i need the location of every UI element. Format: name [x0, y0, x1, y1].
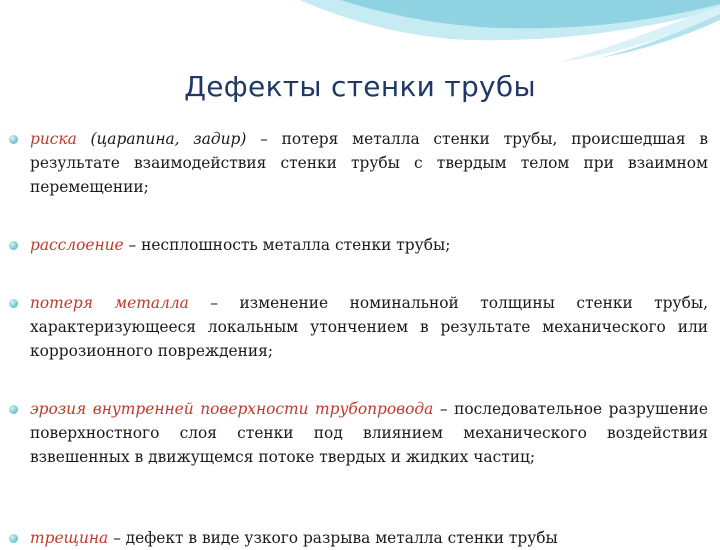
- bullet-icon: [9, 299, 18, 308]
- bullet-icon: [9, 135, 18, 144]
- defect-term: эрозия внутренней поверхности трубопровода: [30, 400, 434, 418]
- defect-synonyms: (царапина, задир): [76, 130, 247, 148]
- page-title: Дефекты стенки трубы: [184, 70, 536, 103]
- defect-term: потеря металла: [30, 294, 189, 312]
- defect-term: расслоение: [30, 236, 124, 254]
- item-text: [30, 127, 708, 199]
- defect-term: риска: [30, 130, 77, 148]
- defect-definition: – изменение номинальной толщины стенки трубы, характеризующееся локальным утончением в результате механического или коррозионного повреждения;: [30, 294, 709, 360]
- bullet-icon: [9, 405, 18, 414]
- defect-term: трещина: [30, 529, 109, 547]
- item-text: [30, 233, 708, 257]
- item-text: [30, 397, 708, 469]
- item-text: [30, 526, 708, 550]
- bullet-icon: [9, 534, 18, 543]
- defect-definition: – последовательное разрушение поверхностного слоя стенки под влиянием механического воздействия взвешенных в движущемся потоке твердых и жидких частиц;: [30, 400, 709, 466]
- bullet-icon: [9, 241, 18, 250]
- defect-definition: – несплошность металла стенки трубы;: [123, 236, 451, 254]
- item-text: [30, 291, 708, 363]
- defect-definition: – дефект в виде узкого разрыва металла стенки трубы: [108, 529, 558, 547]
- defect-definition: – потеря металла стенки трубы, происшедшая в результате взаимодействия стенки трубы с твердым телом при взаимном перемещении;: [30, 130, 708, 196]
